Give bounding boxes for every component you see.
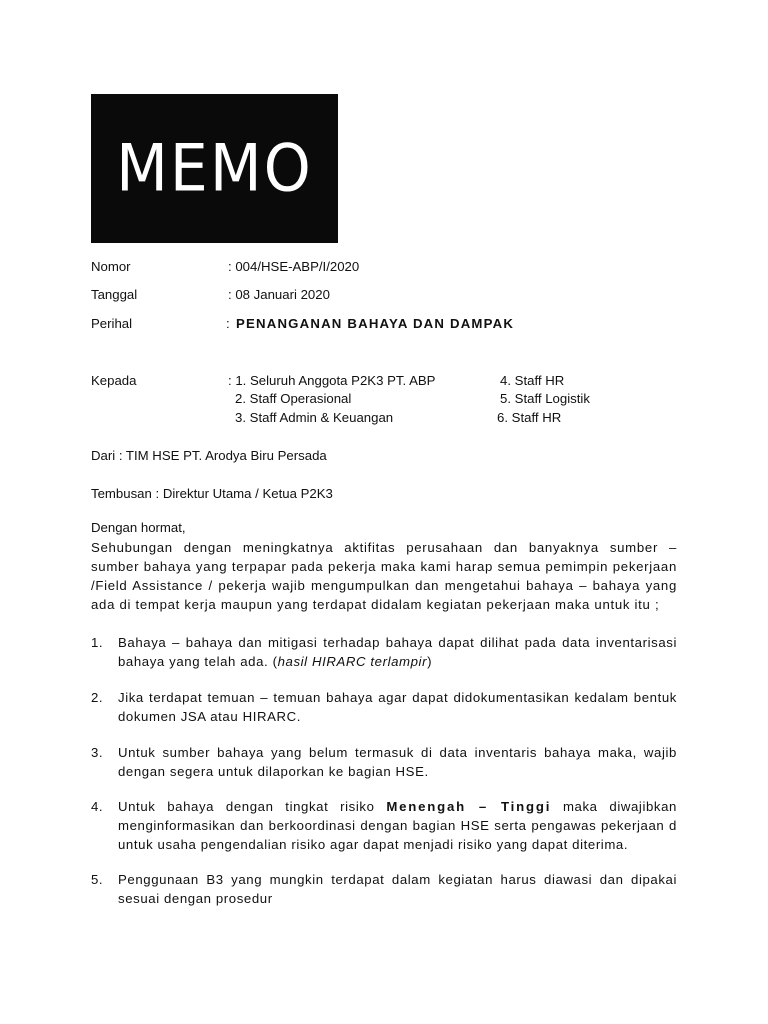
item-emphasis: Menengah – Tinggi [386, 799, 552, 814]
recipient-3: 3. Staff Admin & Keuangan [235, 410, 394, 425]
tembusan-line: Tembusan : Direktur Utama / Ketua P2K3 [91, 486, 333, 501]
memo-logo [91, 94, 338, 243]
item-number: 1. [91, 635, 104, 650]
recipient-1: : 1. Seluruh Anggota P2K3 PT. ABP [228, 373, 436, 388]
item-number: 2. [91, 690, 104, 705]
tanggal-value: : 08 Januari 2020 [228, 287, 330, 302]
item-text: Penggunaan B3 yang mungkin terdapat dalam kegiatan harus diawasi dan dipakai sesuai dengan prosedur [118, 872, 677, 906]
perihal-label: Perihal [91, 316, 133, 331]
item-italic-text: hasil HIRARC terlampir [277, 654, 428, 669]
nomor-value: : 004/HSE-ABP/I/2020 [228, 259, 360, 274]
item-text: Untuk bahaya dengan tingkat risiko Menengah – Tinggi maka diwajibkan menginformasikan dan berkoordinasi dengan bagian HSE serta pengawas pekerjaan d untuk usaha pengendalian risiko agar dapat menjadi risiko yang dapat diterima. [118, 799, 677, 852]
list-item [91, 633, 677, 671]
list-item [91, 743, 677, 781]
intro-paragraph: Sehubungan dengan meningkatnya aktifitas perusahaan dan banyaknya sumber – sumber bahaya yang terpapar pada pekerja maka kami harap semua pemimpin pekerjaan /Field Assistance / pekerja wajib mengumpulkan dan mengetahui bahaya – bahaya yang ada di tempat kerja maupun yang terdapat didalam kegiatan pekerjaan maka untuk itu ; [91, 540, 677, 612]
item-number: 4. [91, 799, 104, 814]
perihal-colon: : [226, 316, 230, 331]
recipient-2: 2. Staff Operasional [235, 391, 352, 406]
item-text: Bahaya – bahaya dan mitigasi terhadap bahaya dapat dilihat pada data inventarisasi bahaya yang telah ada. (hasil HIRARC terlampir) [118, 635, 677, 669]
salutation: Dengan hormat, [91, 520, 186, 535]
perihal-value: PENANGANAN BAHAYA DAN DAMPAK [236, 316, 515, 331]
recipient-4: 4. Staff HR [500, 373, 565, 388]
memo-logo-text: MEMO [116, 130, 313, 207]
kepada-label: Kepada [91, 373, 137, 388]
recipient-5: 5. Staff Logistik [500, 391, 590, 406]
list-item [91, 870, 677, 908]
item-number: 3. [91, 745, 104, 760]
dari-line: Dari : TIM HSE PT. Arodya Biru Persada [91, 448, 327, 463]
list-item [91, 797, 677, 854]
tanggal-label: Tanggal [91, 287, 138, 302]
recipient-6: 6. Staff HR [497, 410, 562, 425]
item-text: Jika terdapat temuan – temuan bahaya agar dapat didokumentasikan kedalam bentuk dokumen JSA atau HIRARC. [118, 690, 677, 724]
item-text: Untuk sumber bahaya yang belum termasuk di data inventaris bahaya maka, wajib dengan segera untuk dilaporkan ke bagian HSE. [118, 745, 677, 779]
nomor-label: Nomor [91, 259, 131, 274]
item-number: 5. [91, 872, 104, 887]
list-item [91, 688, 677, 726]
